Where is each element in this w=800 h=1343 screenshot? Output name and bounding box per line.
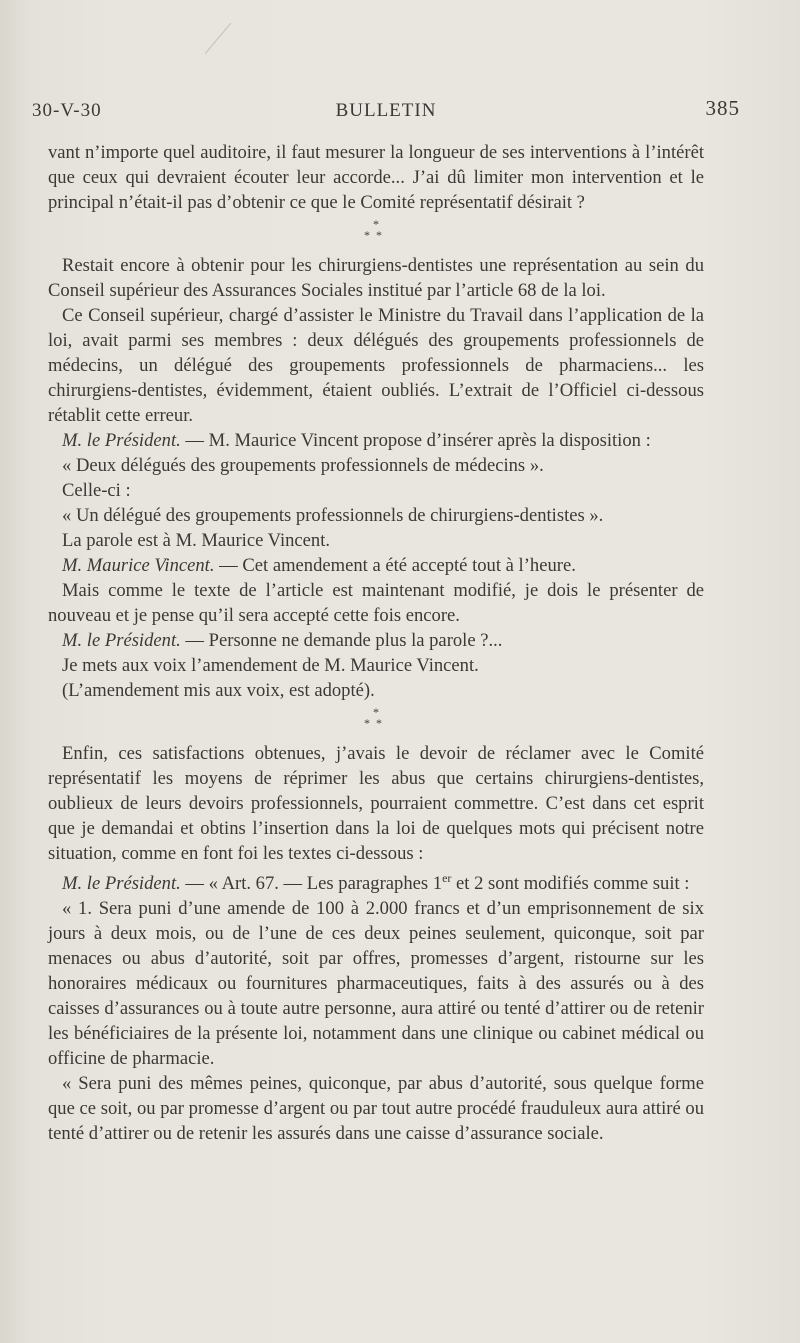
paragraph: La parole est à M. Maurice Vincent. [62,530,331,551]
article-body [48,140,704,1146]
speaker: M. Maurice Vincent. [62,555,215,576]
paragraph [48,628,704,653]
ordinal-suffix: er [442,871,452,885]
paragraph: Enfin, ces satisfactions obtenues, j’avais le devoir de réclamer avec le Comité représentatif les moyens de réprimer les abus que certains chirurgiens-dentistes, oublieux de leurs devoirs professionnels, pourraient commettre. C’est dans cet esprit que je demandai et obtins l’insertion dans la loi de quelques mots qui précisent notre situation, comme en font foi les textes ci-dessous : [48,743,704,864]
paragraph: Je mets aux voix l’amendement de M. Maurice Vincent. [62,655,479,676]
paragraph: « Sera puni des mêmes peines, quiconque, par abus d’autorité, sous quelque forme que ce soit, ou par promesse d’argent ou par tout autre procédé frauduleux aura attiré ou tenté d’attirer ou de retenir les assurés dans une caisse d’assurance sociale. [48,1073,704,1145]
paragraph [48,866,704,896]
speech: — « Art. 67. — Les paragraphes 1 [180,873,443,895]
speech: et 2 sont modifiés comme suit : [451,873,690,895]
section-separator: * ** [364,705,388,730]
paragraph [48,428,704,453]
speech: — Cet amendement a été accepté tout à l’heure. [214,555,576,576]
paragraph: « Deux délégués des groupements professionnels de médecins ». [62,455,544,476]
speaker: M. le Président. [62,630,181,651]
paragraph: « 1. Sera puni d’une amende de 100 à 2.000 francs et d’un emprisonnement de six jours à deux mois, ou de l’une de ces deux peines seulement, quiconque, soit par menaces ou abus d’autorité, soit par offres, promesses d’argent, ristourne sur les honoraires médicaux ou fournitures pharmaceutiques, faits à des assurés ou à des caisses d’assurances ou à toute autre personne, aura attiré ou tenté d’attirer ou de retenir les bénéficiaires de la présente loi, notamment dans une clinique ou cabinet médical ou officine de pharmacie. [48,898,704,1070]
header-title: BULLETIN [335,100,437,121]
paragraph: Restait encore à obtenir pour les chirurgiens-dentistes une représentation au sein du Conseil supérieur des Assurances Sociales institué par l’article 68 de la loi. [48,255,704,301]
paragraph: Mais comme le texte de l’article est maintenant modifié, je dois le présenter de nouveau et je pense qu’il sera accepté cette fois encore. [48,580,704,626]
paragraph: vant n’importe quel auditoire, il faut mesurer la longueur de ses interventions à l’intérêt que ceux qui devraient écouter leur accorde... J’ai dû limiter mon intervention et le principal n’était-il pas d’obtenir ce que le Comité représentatif désirait ? [48,142,704,213]
speech: — M. Maurice Vincent propose d’insérer après la disposition : [180,430,651,451]
speaker: M. le Président. [62,430,181,451]
paragraph [48,553,704,578]
paragraph: « Un délégué des groupements professionnels de chirurgiens-dentistes ». [62,505,604,526]
page-header [32,96,740,126]
header-date: 30-V-30 [32,100,102,121]
scan-mark [205,23,254,74]
paragraph: Ce Conseil supérieur, chargé d’assister le Ministre du Travail dans l’application de la loi, avait parmi ses membres : deux délégués des groupements professionnels de médecins, un délégué des groupements professionnels de pharmaciens... les chirurgiens-dentistes, évidemment, étaient oubliés. L’extrait de l’Officiel ci-dessous rétablit cette erreur. [48,305,704,426]
page-number: 385 [705,96,740,120]
speaker: M. le Président. [62,873,181,895]
paragraph: Celle-ci : [62,480,131,501]
paragraph: (L’amendement mis aux voix, est adopté). [62,680,375,701]
section-separator: * ** [364,217,388,242]
speech: — Personne ne demande plus la parole ?... [180,630,503,651]
